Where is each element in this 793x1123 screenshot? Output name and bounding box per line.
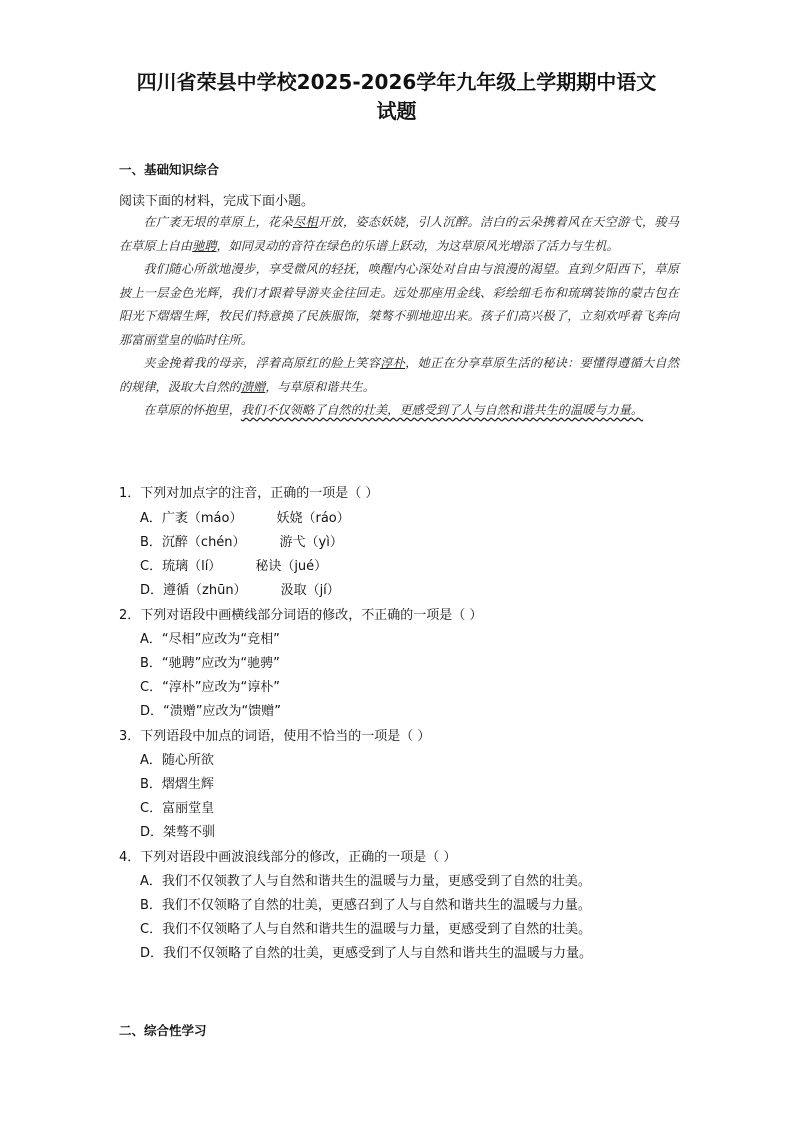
question-1-option-b: B．沉醉（chén） 游弋（yì） (140, 535, 343, 550)
question-2-stem: 2．下列对语段中画横线部分词语的修改，不正确的一项是（ ） (119, 608, 483, 623)
question-2-option-a: A．“尽相”应改为“竞相” (140, 632, 280, 647)
question-3-option-a: A．随心所欲 (140, 753, 214, 768)
question-1-option-c: C．琉璃（lí） 秘诀（jué） (140, 559, 328, 574)
underlined-word-4: 溃赠 (240, 379, 266, 394)
question-3-stem: 3．下列语段中加点的词语，使用不恰当的一项是（ ） (119, 729, 431, 744)
question-4-option-c: C．我们不仅领略了人与自然和谐共生的温暖与力量，更感受到了自然的壮美。 (140, 922, 592, 937)
question-1-stem: 1．下列对加点字的注音，正确的一项是（ ） (119, 486, 379, 501)
underlined-word-2: 驰聘 (192, 238, 217, 253)
underlined-word-1: 尽相 (292, 215, 318, 229)
question-2-option-c: C．“淳朴”应改为“谆朴” (140, 680, 281, 695)
passage-paragraph-4: 在草原的怀抱里，我们不仅领略了自然的壮美，更感受到了人与自然和谐共生的温暖与力量。 (143, 403, 644, 417)
document-title-line-2: 试题 (376, 99, 417, 123)
question-3-option-c: C．富丽堂皇 (140, 801, 215, 816)
question-2-option-b: B．“驰聘”应改为“驰骋” (140, 656, 280, 671)
reading-passage (119, 211, 679, 423)
question-1-option-a: A．广袤（máo） 妖娆（ráo） (140, 511, 350, 526)
underlined-word-3: 淳朴 (380, 356, 406, 370)
section-heading-2: 二、综合性学习 (119, 1023, 207, 1038)
question-4-option-b: B．我们不仅领略了自然的壮美，更感召到了人与自然和谐共生的温暖与力量。 (140, 898, 591, 913)
question-4-option-a: A．我们不仅领教了人与自然和谐共生的温暖与力量，更感受到了自然的壮美。 (140, 874, 591, 889)
question-2-option-d: D．“溃赠”应改为“馈赠” (140, 704, 281, 719)
passage-paragraph-1: 在广袤无垠的草原上，花朵尽相开放，姿态妖娆，引人沉醉。洁白的云朵携着风在天空游弋，骏马在草原上自由驰聘，如同灵动的音符在绿色的乐谱上跃动，为这草原风光增添了活力与生机。 (119, 215, 680, 253)
reading-instruction: 阅读下面的材料，完成下面小题。 (119, 194, 315, 209)
wavy-underlined-sentence: 我们不仅领略了自然的壮美，更感受到了人与自然和谐共生的温暖与力量。 (240, 403, 644, 417)
section-heading-1: 一、基础知识综合 (119, 162, 220, 177)
question-3-option-d: D．桀骜不驯 (140, 825, 216, 840)
question-1-option-d: D．遵循（zhūn） 汲取（jí） (140, 583, 340, 598)
passage-paragraph-2: 我们随心所欲地漫步，享受微风的轻抚，唤醒内心深处对自由与浪漫的渴望。直到夕阳西下，草原披上一层金色光辉，我们才跟着导游夹金往回走。远处那座用金线、彩绘细毛布和琉璃装饰的蒙古包在阳光下熠熠生辉，牧民们特意换了民族服饰，桀骜不驯地迎出来。孩子们高兴极了，立刻欢呼着飞奔向那富丽堂皇的临时住所。 (119, 262, 679, 347)
question-4-stem: 4．下列对语段中画波浪线部分的修改，正确的一项是（ ） (119, 850, 457, 865)
document-title-line-1: 四川省荣县中学校2025-2026学年九年级上学期期中语文 (136, 70, 657, 94)
question-3-option-b: B．熠熠生辉 (140, 777, 214, 792)
question-4-option-d: D．我们不仅领略了自然的壮美，更感受到了人与自然和谐共生的温暖与力量。 (140, 946, 593, 961)
passage-paragraph-3: 夹金挽着我的母亲，浮着高原红的脸上笑容淳朴，她正在分享草原生活的秘诀：要懂得遵循大自然的规律，汲取大自然的溃赠，与草原和谐共生。 (119, 356, 680, 394)
